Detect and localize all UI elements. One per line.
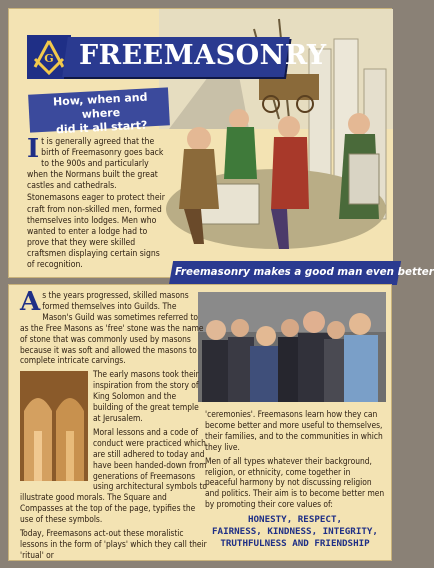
page-title: FREEMASONRY (79, 40, 327, 71)
core-values (205, 514, 385, 550)
intro-paragraph-2: Stonemasons eager to protect their craft from non-skilled men, formed themselves into lodges. Men who wanted to enter a lodge had to prove that they were skilled craftsmen displaying certain signs of recognition. (27, 193, 165, 271)
tagline: Freemasonry makes a good man even better (175, 266, 434, 278)
body-paragraph-1: As the years progressed, skilled masons formed themselves into Guilds. The Mason's Guild was sometimes referred to as the Free Masons as 'free' stone was the name of stone that was commonly used by masons because it was soft and allowed the masons to complete intricate carvings. (20, 287, 204, 366)
values-line-2: FAIRNESS, KINDNESS, INTEGRITY, (212, 526, 378, 538)
intro-paragraph-1: It is generally agreed that the birth of Freemasonry goes back to the 900s and particularly when the Normans built the great castles and cathedrals. (27, 134, 164, 192)
top-panel (8, 8, 434, 278)
subtitle-line-1: How, when and where (52, 90, 148, 121)
body-paragraph-6: Men of all types whatever their background, religion, or ethnicity, come together in peaceful harmony by not discussing religion and politics. Their aim is to become better men by promoting their core values of: (205, 455, 385, 510)
cathedral-arches-photo (20, 371, 88, 481)
body-paragraph-5: 'ceremonies'. Freemasons learn how they can become better and more useful to themselves, their families, and to the communities in which they live. (205, 409, 383, 452)
body-paragraph-3: Moral lessons and a code of conduct were practiced which are still adhered to today and have been handed-down from generations of Freemasons using architectural symbols to illustrate good morals. The Square and Compasses at the top of the page, typifies the use of these symbols. (20, 426, 208, 525)
values-line-1: HONESTY, RESPECT, (247, 514, 343, 526)
left-column (20, 287, 208, 564)
body-paragraph-4: Today, Freemasons act-out these moralistic lessons in the form of 'plays' which they call their 'ritual' or (20, 528, 207, 560)
intro-text (27, 134, 165, 272)
dropcap: I (27, 134, 40, 164)
subtitle-line-2: did it all start? (55, 118, 148, 137)
dropcap: A (20, 287, 41, 317)
body-paragraph-2: The early masons took their inspiration from the story of King Solomon and the building of the great temple at Jerusalem. (93, 369, 199, 423)
right-column (205, 409, 385, 550)
logo-letter: G (44, 52, 54, 65)
values-line-3: TRUTHFULNESS AND FRIENDSHIP (220, 538, 370, 550)
subtitle (32, 89, 170, 138)
group-photo (198, 292, 386, 402)
